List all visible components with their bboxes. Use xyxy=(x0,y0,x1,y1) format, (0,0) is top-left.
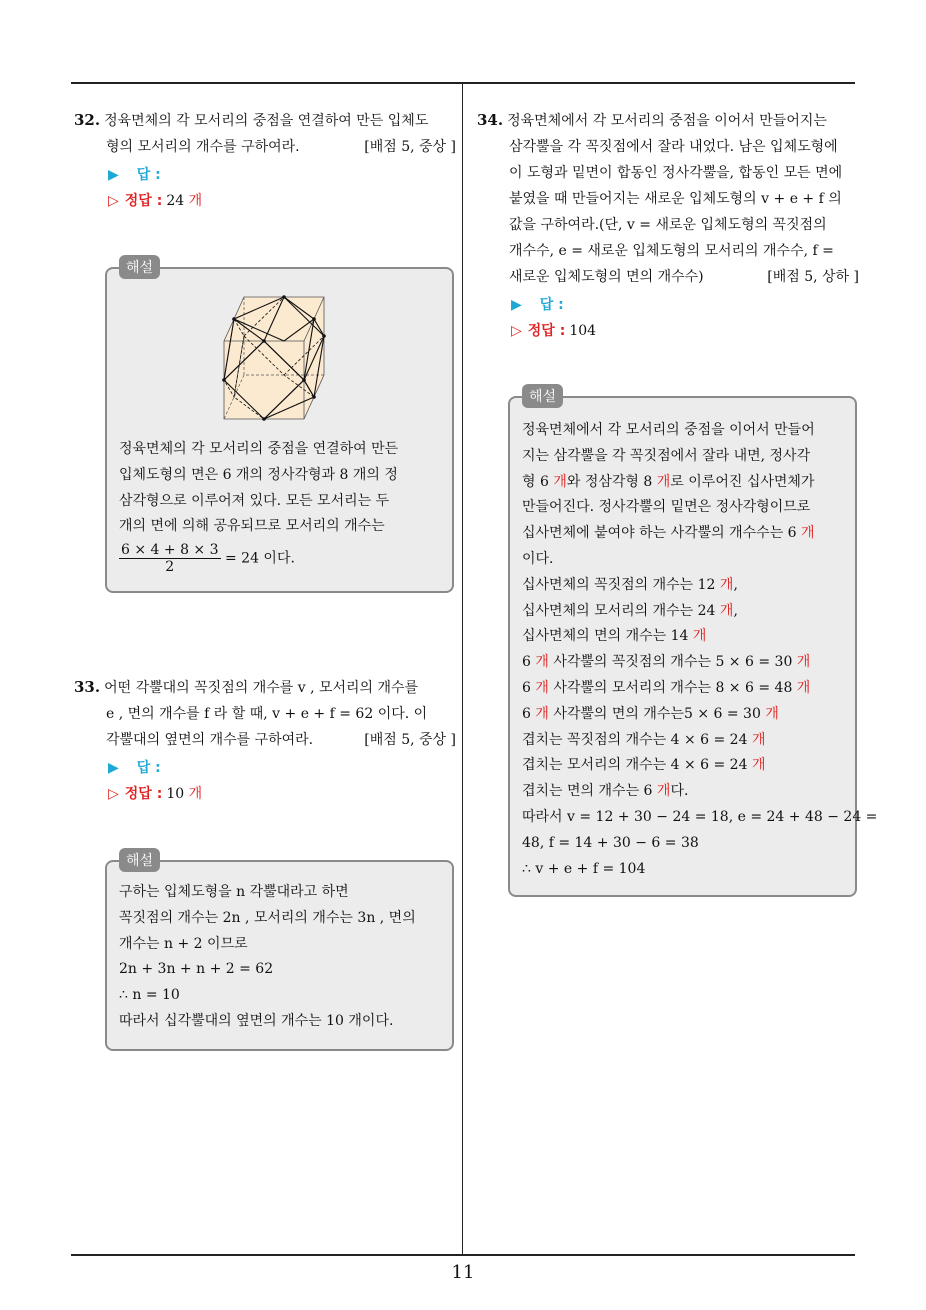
solution-text: 6 개 사각뿔의 모서리의 개수는 8 × 6 = 48 개 xyxy=(522,679,811,696)
score-meta: [배점 5, 중상 ] xyxy=(364,139,456,155)
question-text: 값을 구하여라.(단, v = 새로운 입체도형의 꼭짓점의 xyxy=(509,217,827,233)
answer-label: 답 : xyxy=(136,167,161,183)
question-text: 형의 모서리의 개수를 구하여라. xyxy=(106,139,300,155)
solution-tag: 해설 xyxy=(119,255,160,279)
question-text: 붙였을 때 만들어지는 새로운 입체도형의 v + e + f 의 xyxy=(509,191,842,207)
answer-value: 10 xyxy=(166,786,185,802)
solution-text: 겹치는 꼭짓점의 개수는 4 × 6 = 24 개 xyxy=(522,731,766,748)
answer-value: 104 xyxy=(569,323,597,339)
solution-text: 2n + 3n + n + 2 = 62 xyxy=(119,961,274,978)
outline-triangle-icon: ▷ xyxy=(108,193,119,209)
answer-label: 답 : xyxy=(539,297,564,313)
correct-answer xyxy=(74,188,456,214)
question-34 xyxy=(477,107,859,344)
correct-answer xyxy=(477,318,859,344)
solution-tag: 해설 xyxy=(119,848,160,872)
question-text: 새로운 입체도형의 면의 개수수) xyxy=(509,269,704,285)
answer-blank xyxy=(477,292,859,318)
fraction-tail: = 24 이다. xyxy=(224,550,295,567)
solution-text: 만들어진다. 정사각뿔의 밑면은 정사각형이므로 xyxy=(522,499,811,516)
outline-triangle-icon: ▷ xyxy=(511,323,522,339)
column-divider xyxy=(462,83,463,1255)
question-text: 개수수, e = 새로운 입체도형의 모서리의 개수수, f = xyxy=(509,243,834,259)
triangle-icon: ▶ xyxy=(511,297,522,313)
solution-text: 꼭짓점의 개수는 2n , 모서리의 개수는 3n , 면의 xyxy=(119,909,416,926)
question-number: 32. xyxy=(74,111,101,129)
triangle-icon: ▶ xyxy=(108,760,119,776)
question-text: 어떤 각뿔대의 꼭짓점의 개수를 v , 모서리의 개수를 xyxy=(104,680,419,696)
solution-text: 따라서 십각뿔대의 옆면의 개수는 10 개이다. xyxy=(119,1012,394,1029)
question-number: 34. xyxy=(477,111,504,129)
solution-text: 형 6 개와 정삼각형 8 개로 이루어진 십사면체가 xyxy=(522,473,815,490)
solution-text: 겹치는 면의 개수는 6 개다. xyxy=(522,783,689,800)
correct-answer-label: 정답 : xyxy=(124,786,163,802)
solution-text: 6 개 사각뿔의 꼭짓점의 개수는 5 × 6 = 30 개 xyxy=(522,654,811,671)
top-rule xyxy=(71,82,855,84)
solution-text: 지는 삼각뿔을 각 꼭짓점에서 잘라 내면, 정사각 xyxy=(522,447,811,464)
answer-unit: 개 xyxy=(188,193,203,209)
solution-text: 입체도형의 면은 6 개의 정사각형과 8 개의 정 xyxy=(119,466,398,483)
solution-tag: 해설 xyxy=(522,384,563,408)
answer-unit: 개 xyxy=(188,786,203,802)
answer-blank xyxy=(74,162,456,188)
solution-text: 십사면체의 면의 개수는 14 개 xyxy=(522,628,707,645)
score-meta: [배점 5, 상하 ] xyxy=(767,269,859,285)
question-text: e , 면의 개수를 f 라 할 때, v + e + f = 62 이다. 이 xyxy=(106,706,428,722)
question-text: 정육면체의 각 모서리의 중점을 연결하여 만든 입체도 xyxy=(104,113,429,129)
solution-text: 정육면체의 각 모서리의 중점을 연결하여 만든 xyxy=(119,441,399,457)
solution-text: 십사면체의 모서리의 개수는 24 개, xyxy=(522,602,738,619)
solution-box-34 xyxy=(508,389,878,897)
solution-text: 따라서 v = 12 + 30 − 24 = 18, e = 24 + 48 − 24 = xyxy=(522,808,878,825)
score-meta: [배점 5, 중상 ] xyxy=(364,732,456,748)
question-text: 이 도형과 밑면이 합동인 정사각뿔을, 합동인 모든 면에 xyxy=(509,165,843,181)
solution-box-32 xyxy=(105,260,454,593)
solution-text: 48, f = 14 + 30 − 6 = 38 xyxy=(522,834,699,851)
question-text: 각뿔대의 옆면의 개수를 구하여라. xyxy=(106,732,314,748)
solution-text: 6 개 사각뿔의 면의 개수는5 × 6 = 30 개 xyxy=(522,705,779,722)
question-33 xyxy=(74,674,456,807)
solution-text: 겹치는 모서리의 개수는 4 × 6 = 24 개 xyxy=(522,757,766,774)
solution-text: 개의 면에 의해 공유되므로 모서리의 개수는 xyxy=(119,518,385,535)
solution-fraction-line xyxy=(119,542,440,575)
answer-blank xyxy=(74,755,456,781)
fraction: $\frac{6 \times 4 + 8 \times 3}{2}$ xyxy=(121,542,219,576)
solution-text: ∴ v + e + f = 104 xyxy=(522,860,646,877)
solution-text: ∴ n = 10 xyxy=(119,987,180,1004)
solution-text: 십사면체에 붙여야 하는 사각뿔의 개수수는 6 개 xyxy=(522,525,815,542)
page-number: 11 xyxy=(451,1262,475,1283)
bottom-rule xyxy=(71,1254,855,1256)
solution-text: 정육면체에서 각 모서리의 중점을 이어서 만들어 xyxy=(522,422,815,438)
solution-text: 개수는 n + 2 이므로 xyxy=(119,935,248,952)
question-text: 삼각뿔을 각 꼭짓점에서 잘라 내었다. 남은 입체도형에 xyxy=(509,139,838,155)
solution-text: 십사면체의 꼭짓점의 개수는 12 개, xyxy=(522,576,738,593)
solution-text: 이다. xyxy=(522,550,554,567)
question-number: 33. xyxy=(74,678,101,696)
correct-answer-label: 정답 : xyxy=(124,193,163,209)
correct-answer xyxy=(74,781,456,807)
question-32 xyxy=(74,107,456,214)
solution-box-33 xyxy=(105,853,454,1051)
outline-triangle-icon: ▷ xyxy=(108,786,119,802)
answer-label: 답 : xyxy=(136,760,161,776)
answer-value: 24 xyxy=(166,193,185,209)
triangle-icon: ▶ xyxy=(108,167,119,183)
solution-text: 삼각형으로 이루어져 있다. 모든 모서리는 두 xyxy=(119,492,390,509)
solution-text: 구하는 입체도형을 n 각뿔대라고 하면 xyxy=(119,884,349,900)
question-text: 정육면체에서 각 모서리의 중점을 이어서 만들어지는 xyxy=(507,113,827,129)
cuboctahedron-in-cube-figure xyxy=(220,291,340,421)
correct-answer-label: 정답 : xyxy=(527,323,566,339)
